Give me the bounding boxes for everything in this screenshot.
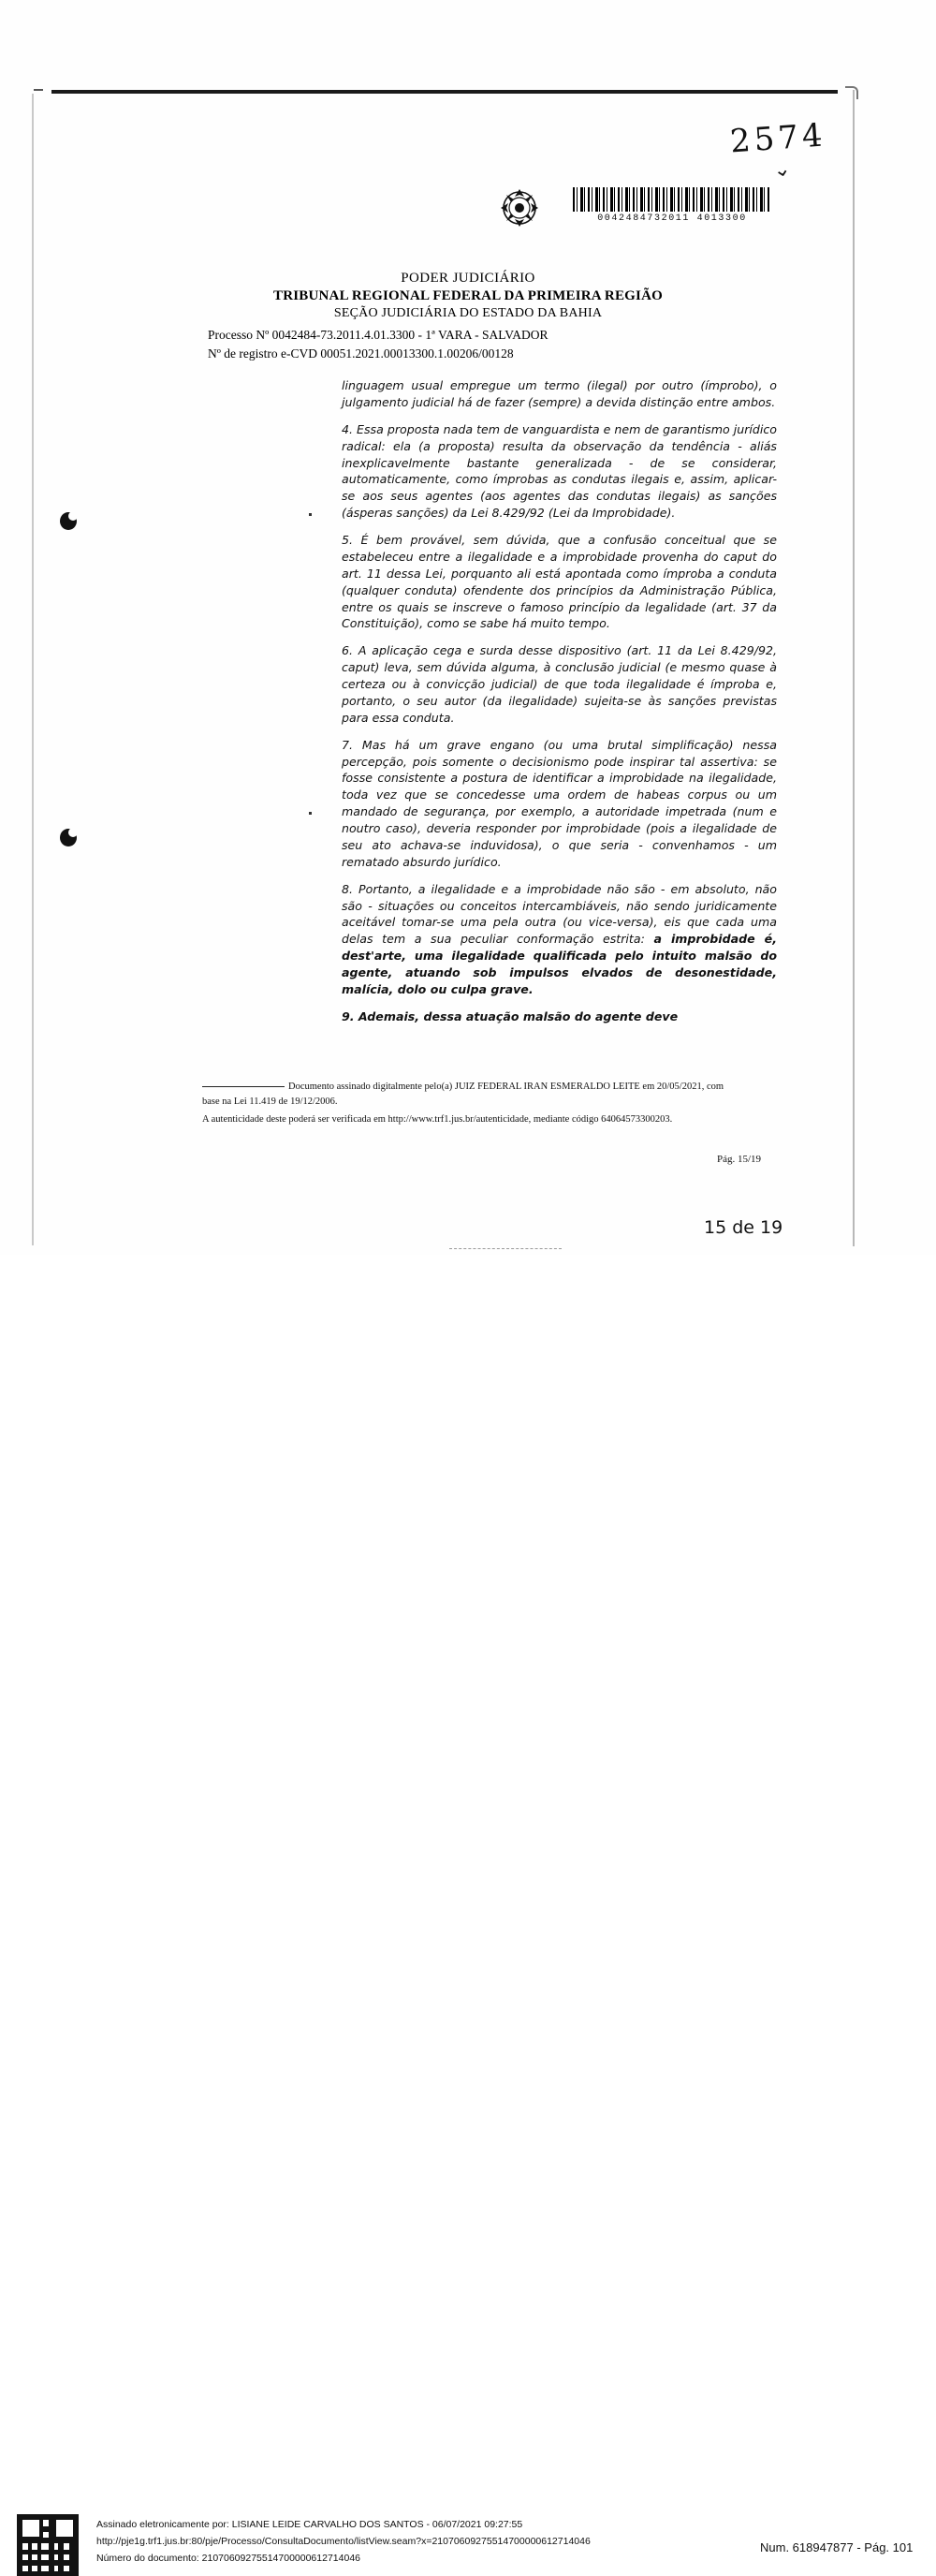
footer-line-1: Assinado eletronicamente por: LISIANE LEIDE CARVALHO DOS SANTOS - 06/07/2021 09:27:55: [96, 2519, 523, 2530]
coat-of-arms-icon: [495, 184, 544, 232]
barcode-bars: [573, 187, 771, 212]
header-secao: SEÇÃO JUDICIÁRIA DO ESTADO DA BAHIA: [333, 305, 603, 320]
paragraph-6: 6. A aplicação cega e surda desse dispositivo (art. 11 da Lei 8.429/92, caput) leva, sem dúvida alguma, à conclusão judicial (e mesmo quase à certeza ou à convicção judicial) de que toda ilegalidade é ímproba e, portanto, o seu autor (da ilegalidade) sujeita-se às sanções previstas para essa conduta.: [342, 643, 777, 725]
paragraph-continuation: linguagem usual empregue um termo (ilegal) por outro (ímprobo), o julgamento judicial há de fazer (sempre) a devida distinção entre ambos.: [342, 378, 777, 409]
page-counter: 15 de 19: [704, 1217, 783, 1238]
punch-hole-icon: [60, 512, 77, 530]
scan-speck: [309, 812, 312, 815]
header-poder-judiciario: PODER JUDICIÁRIO: [401, 271, 535, 286]
document-body: [342, 377, 777, 1025]
document-header: [0, 270, 936, 321]
punch-hole-icon: [60, 829, 77, 846]
page-label: Pág. 15/19: [717, 1154, 762, 1165]
scan-right-edge-artifact: [853, 90, 855, 1246]
handwritten-number: 2574: [728, 116, 827, 161]
barcode-number: 0042484732011 4013300: [597, 213, 747, 224]
footer-signature-info: [96, 2516, 591, 2567]
electronic-stamp-footer: [0, 1255, 936, 2565]
footer-line-2[interactable]: http://pje1g.trf1.jus.br:80/pje/Processo/ConsultaDocumento/listView.seam?x=21070609275514700000612714046: [96, 2536, 591, 2548]
header-tribunal: TRIBUNAL REGIONAL FEDERAL DA PRIMEIRA REGIÃO: [273, 287, 663, 303]
scan-edge-tick: [34, 89, 43, 91]
scan-left-edge-artifact: [32, 94, 34, 1245]
registry-number: Nº de registro e-CVD 00051.2021.00013300.1.00206/00128: [208, 346, 514, 361]
handwritten-flourish: ⌄: [770, 155, 793, 183]
footer-document-number: Num. 618947877 - Pág. 101: [760, 2540, 914, 2554]
paragraph-7: 7. Mas há um grave engano (ou uma brutal simplificação) nessa percepção, pois somente o decisionismo pode inspirar tal assertiva: se fosse consistente a postura de identificar a improbidade na ilegalidade, toda vez que se concedesse uma ordem de habeas corpus ou um mandado de segurança, por exemplo, a autoridade impetrada (num e noutro caso), deveria responder por improbidade (pois a ilegalidade de seu ato achava-se induvidosa), o que seria - convenhamos - um rematado absurdo jurídico.: [342, 737, 777, 869]
signature-line-2: base na Lei 11.419 de 19/12/2006.: [202, 1096, 338, 1107]
process-info: [208, 326, 548, 362]
paragraph-8-emphasis: a improbidade é, dest'arte, uma ilegalidade qualificada pelo intuito malsão do agente, atuando sob impulsos elvados de desonestidade, malícia, dolo ou culpa grave.: [342, 932, 777, 996]
paragraph-9: 9. Ademais, dessa atuação malsão do agente deve: [342, 1008, 679, 1023]
barcode: [573, 187, 771, 224]
digital-signature-note: [202, 1080, 782, 1126]
process-number: Processo Nº 0042484-73.2011.4.01.3300 - 1ª VARA - SALVADOR: [208, 328, 548, 342]
paragraph-8-text: 8. Portanto, a ilegalidade e a improbidade não são - em absoluto, não são - situações ou conceitos intercambiáveis, não sendo juridicamente aceitável tomar-se uma pela outra (ou vice-versa), eis que cada uma delas tem a sua peculiar conformação estrita:: [342, 881, 777, 947]
signature-line-3: A autenticidade deste poderá ser verificada em http://www.trf1.jus.br/autenticidade, mediante código 64064573300203.: [202, 1113, 673, 1125]
signature-line-1: Documento assinado digitalmente pelo(a) JUIZ FEDERAL IRAN ESMERALDO LEITE em 20/05/2021, com: [288, 1082, 724, 1092]
scan-speck: [309, 513, 312, 516]
paragraph-5: 5. É bem provável, sem dúvida, que a confusão conceitual que se estabeleceu entre a ilegalidade e a improbidade provenha do caput do art. 11 dessa Lei, porquanto ali está apontada como ímproba a conduta (qualquer conduta) ofendente dos princípios da Administração Pública, entre os quais se inscreve o famoso princípio da legalidade (art. 37 da Constituição), como se sabe há muito tempo.: [342, 533, 777, 631]
scan-top-edge-artifact: [51, 90, 838, 94]
scan-bottom-edge-artifact: [449, 1248, 562, 1249]
qr-code-icon: [17, 2514, 79, 2576]
paragraph-4: 4. Essa proposta nada tem de vanguardista e nem de garantismo jurídico radical: ela (a proposta) resulta da observação da tendência - aliás inexplicavelmente bastante generalizada - de se considerar, automaticamente, como ímprobas as condutas ilegais e, assim, aplicar-se aos seus agentes (aos agentes das condutas ilegais) as sanções (ásperas sanções) da Lei 8.429/92 (Lei da Improbidade).: [342, 421, 777, 521]
footer-line-3: Número do documento: 21070609275514700000612714046: [96, 2553, 360, 2565]
scan-corner-artifact: [845, 86, 858, 99]
paragraph-8: [342, 881, 777, 998]
